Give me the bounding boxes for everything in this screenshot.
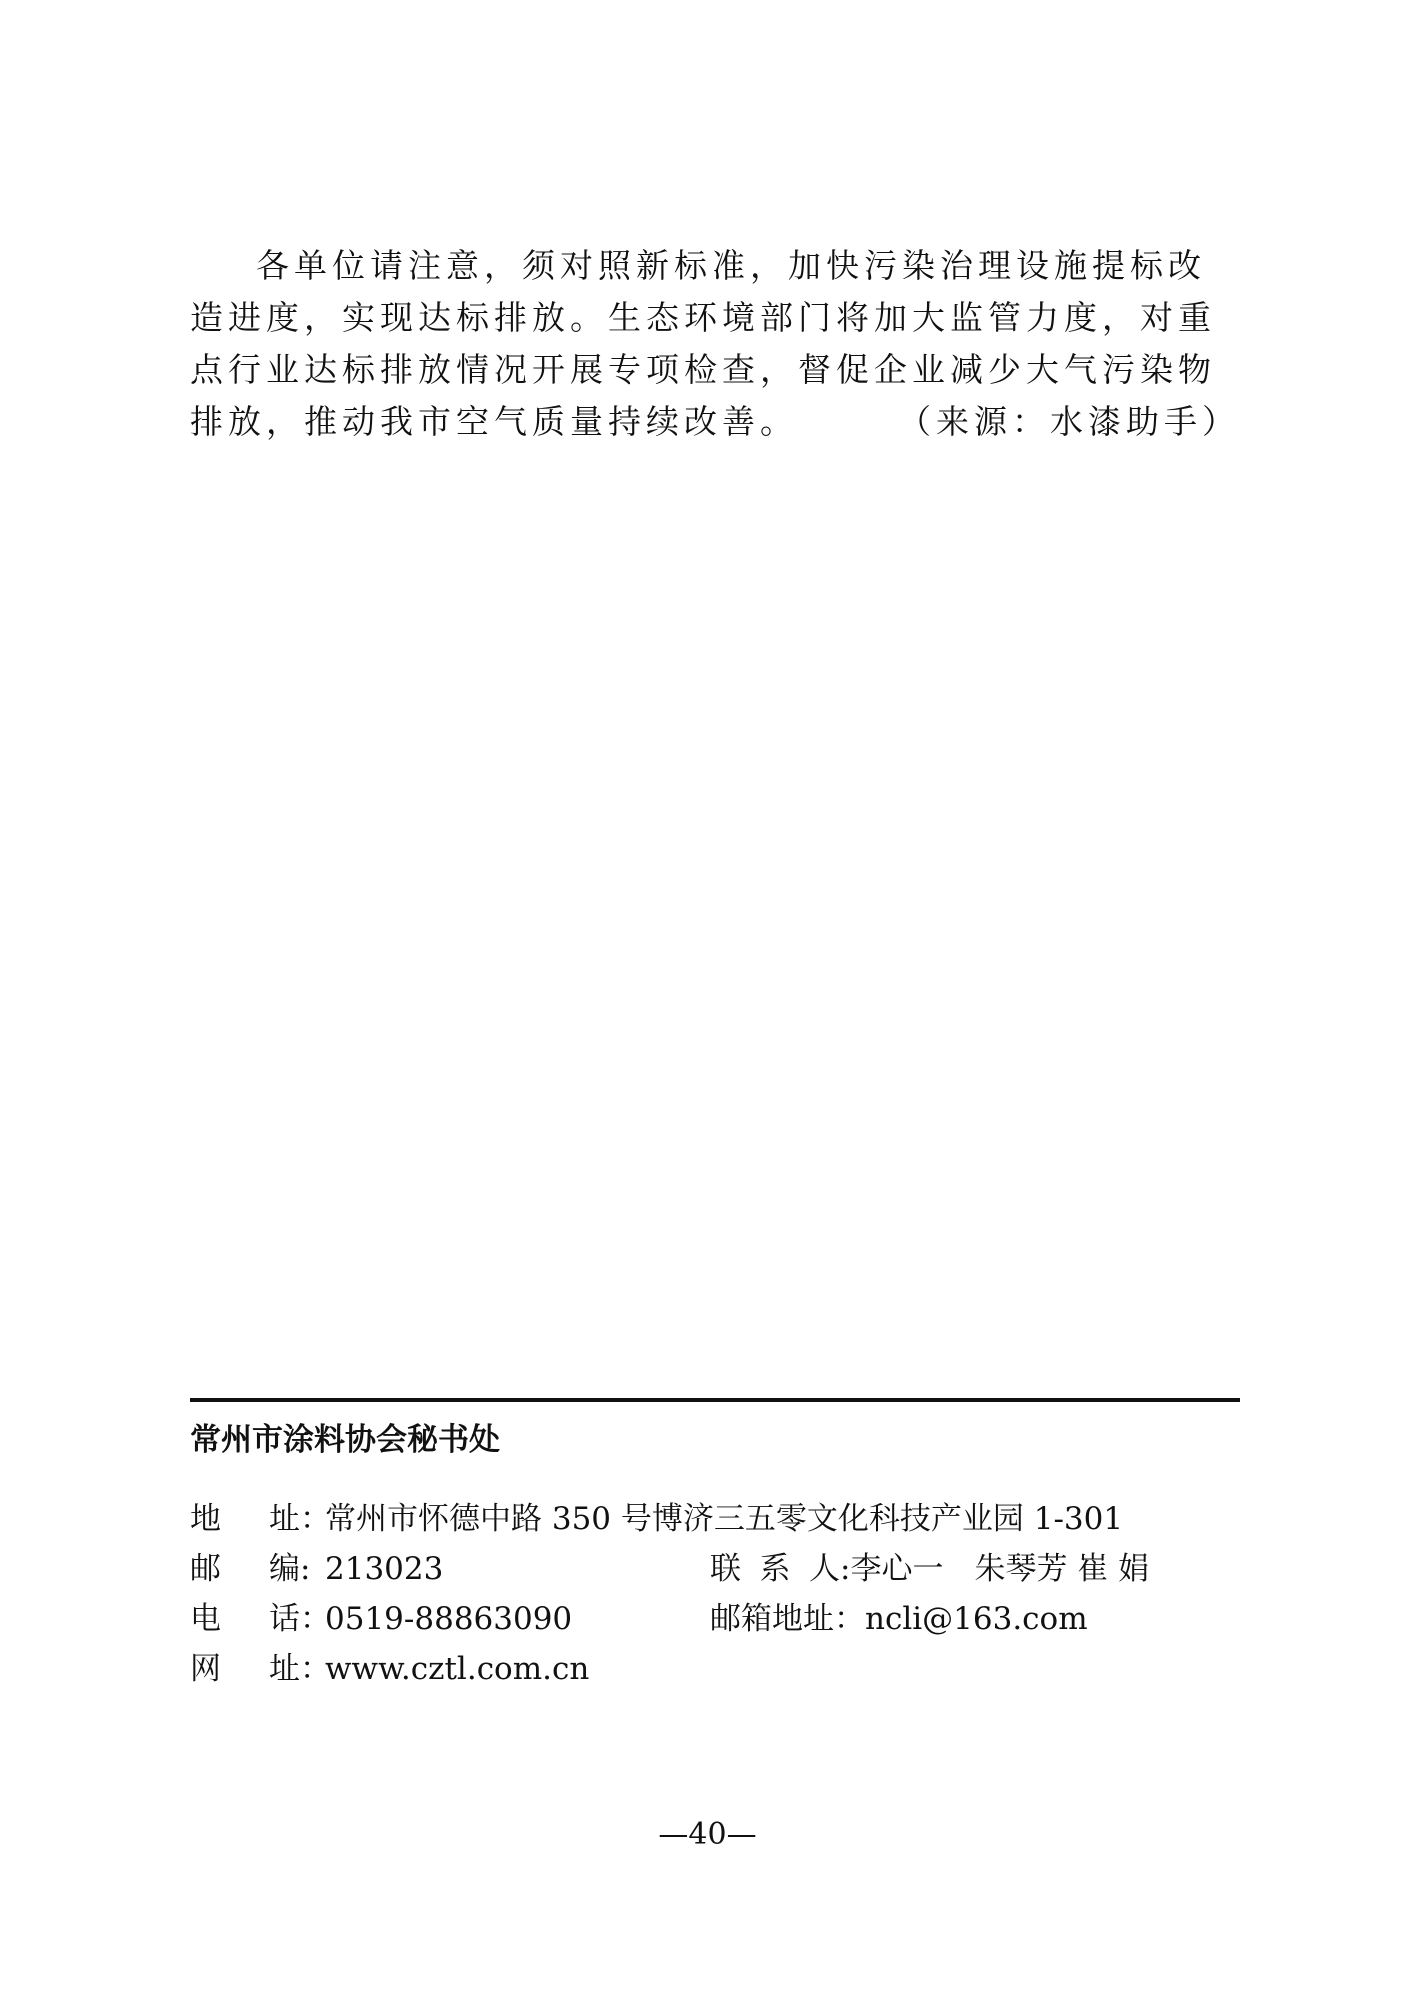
footer-divider [190, 1398, 1240, 1402]
contact-person-label: 联 系 人 [710, 1551, 840, 1587]
website-colon: ： [300, 1651, 331, 1687]
contact-person-value: 李心一 朱琴芳 崔 娟 [850, 1551, 1150, 1587]
organization-name: 常州市涂料协会秘书处 [190, 1422, 500, 1458]
address-colon: ： [300, 1501, 331, 1537]
postcode-row [190, 1544, 1240, 1594]
email-colon: ： [834, 1601, 865, 1637]
phone-value: 0519-88863090 [325, 1601, 573, 1637]
article-line-2: 造进度，实现达标排放。生态环境部门将加大监管力度，对重 [190, 298, 1216, 337]
email-value[interactable]: ncli@163.com [865, 1601, 1088, 1637]
website-label: 网 址 [190, 1651, 300, 1687]
postcode-value: 213023 [325, 1551, 444, 1587]
phone-row [190, 1594, 1240, 1644]
phone-label: 电 话 [190, 1601, 300, 1637]
article-line-1: 各单位请注意，须对照新标准，加快污染治理设施提标改 [256, 246, 1206, 285]
website-value[interactable]: www.cztl.com.cn [325, 1651, 590, 1687]
contact-person-colon: : [840, 1551, 851, 1587]
contact-info [190, 1494, 1240, 1694]
address-value: 常州市怀德中路 350 号博济三五零文化科技产业园 1-301 [325, 1501, 1124, 1537]
postcode-label: 邮 编 [190, 1551, 300, 1587]
email [710, 1594, 1088, 1644]
article-source: （来源：水漆助手） [898, 402, 1240, 441]
address-label: 地 址 [190, 1501, 300, 1537]
page-number: —40— [658, 1817, 757, 1852]
postcode-colon: : [300, 1551, 311, 1587]
email-label: 邮箱地址 [710, 1601, 834, 1637]
article-line-3: 点行业达标排放情况开展专项检查，督促企业减少大气污染物 [190, 350, 1216, 389]
address-row [190, 1494, 1240, 1544]
phone-colon: ： [300, 1601, 331, 1637]
article-paragraph [190, 240, 1240, 448]
website-row [190, 1644, 1240, 1694]
article-line-4 [190, 396, 1240, 448]
contact-person [710, 1544, 1149, 1594]
article-line-4-text: 排放，推动我市空气质量持续改善。 [190, 402, 798, 441]
